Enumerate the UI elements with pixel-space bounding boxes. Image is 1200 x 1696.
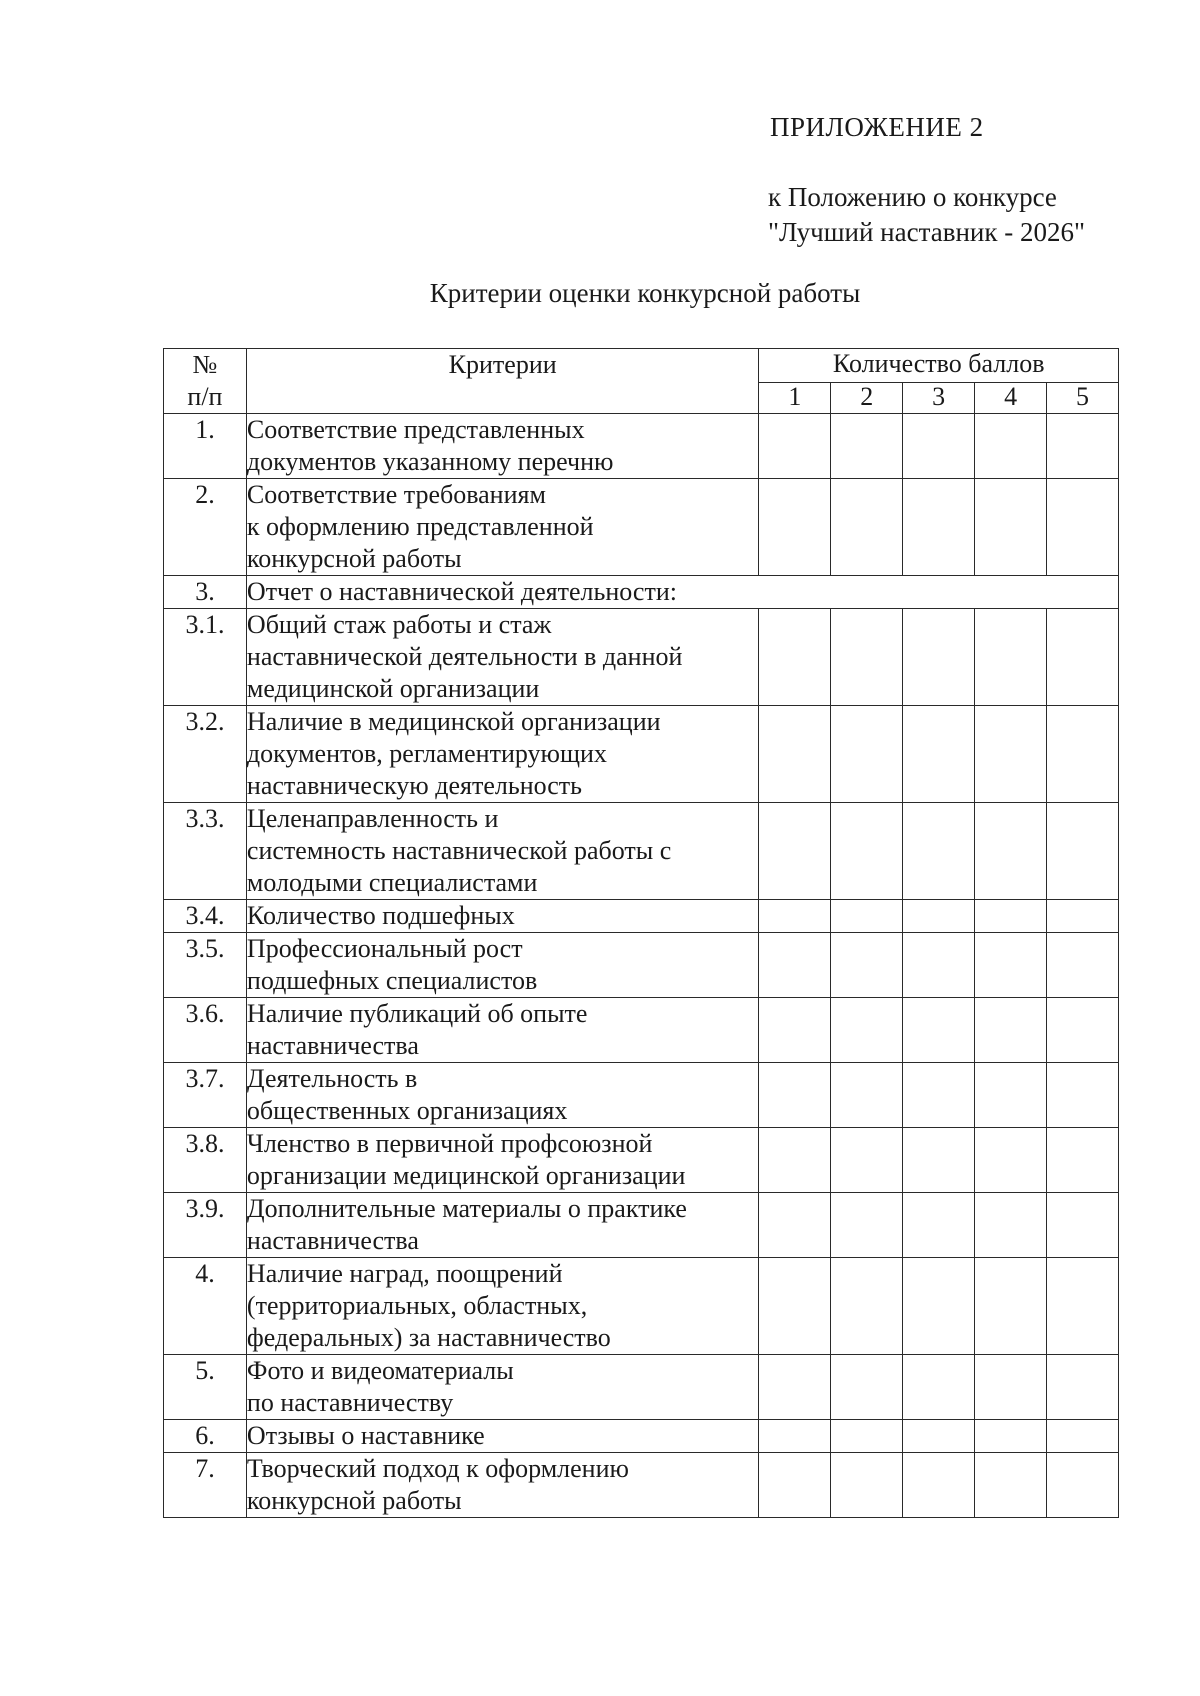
table-row (164, 414, 1119, 479)
row-number: 3.5. (164, 933, 247, 998)
score-cell[interactable] (1047, 1193, 1119, 1258)
score-cell[interactable] (759, 1453, 831, 1518)
table-row (164, 900, 1119, 933)
score-cell[interactable] (975, 1355, 1047, 1420)
score-cell[interactable] (903, 803, 975, 900)
row-number: 3.4. (164, 900, 247, 933)
table-row (164, 576, 1119, 609)
score-cell[interactable] (903, 1258, 975, 1355)
table-row (164, 803, 1119, 900)
score-cell[interactable] (759, 479, 831, 576)
score-cell[interactable] (975, 1258, 1047, 1355)
score-cell[interactable] (1047, 900, 1119, 933)
appendix-ref-line-2: "Лучший наставник - 2026" (768, 217, 1085, 247)
row-criterion: Членство в первичной профсоюзной организации медицинской организации (246, 1128, 758, 1193)
row-number: 3.2. (164, 706, 247, 803)
score-cell[interactable] (831, 706, 903, 803)
row-criterion: Фото и видеоматериалы по наставничеству (246, 1355, 758, 1420)
column-header-score: 5 (1047, 382, 1119, 413)
score-cell[interactable] (1047, 1128, 1119, 1193)
score-cell[interactable] (831, 933, 903, 998)
score-cell[interactable] (903, 1355, 975, 1420)
score-cell[interactable] (831, 414, 903, 479)
score-cell[interactable] (759, 998, 831, 1063)
table-row (164, 1193, 1119, 1258)
score-cell[interactable] (975, 1193, 1047, 1258)
table-row (164, 1453, 1119, 1518)
row-criterion: Количество подшефных (246, 900, 758, 933)
score-cell[interactable] (831, 1420, 903, 1453)
score-cell[interactable] (831, 1063, 903, 1128)
score-cell[interactable] (1047, 609, 1119, 706)
row-criterion: Наличие публикаций об опыте наставничества (246, 998, 758, 1063)
row-number: 3.7. (164, 1063, 247, 1128)
score-cell[interactable] (903, 414, 975, 479)
row-criterion: Соответствие требованиям к оформлению представленной конкурсной работы (246, 479, 758, 576)
row-number: 3.6. (164, 998, 247, 1063)
row-number: 1. (164, 414, 247, 479)
score-cell[interactable] (759, 1355, 831, 1420)
score-cell[interactable] (759, 1193, 831, 1258)
column-header-score: 3 (903, 382, 975, 413)
score-cell[interactable] (1047, 1355, 1119, 1420)
row-number: 3.8. (164, 1128, 247, 1193)
score-cell[interactable] (903, 900, 975, 933)
row-criterion: Наличие наград, поощрений (территориальных, областных, федеральных) за наставничество (246, 1258, 758, 1355)
row-criterion: Отчет о наставнической деятельности: (246, 576, 1118, 609)
score-cell[interactable] (975, 479, 1047, 576)
score-cell[interactable] (903, 1453, 975, 1518)
row-criterion: Творческий подход к оформлению конкурсной работы (246, 1453, 758, 1518)
score-cell[interactable] (903, 479, 975, 576)
row-number: 2. (164, 479, 247, 576)
score-cell[interactable] (759, 706, 831, 803)
score-cell[interactable] (759, 803, 831, 900)
table-row (164, 933, 1119, 998)
table-row (164, 1258, 1119, 1355)
row-number: 3.1. (164, 609, 247, 706)
criteria-table (163, 348, 1119, 1518)
appendix-ref-line-1: к Положению о конкурсе (768, 182, 1057, 212)
row-number: 5. (164, 1355, 247, 1420)
score-cell[interactable] (975, 609, 1047, 706)
score-cell[interactable] (975, 706, 1047, 803)
score-cell[interactable] (975, 933, 1047, 998)
criteria-table-body (164, 414, 1119, 1518)
table-row (164, 609, 1119, 706)
appendix-title: ПРИЛОЖЕНИЕ 2 (770, 112, 984, 142)
row-criterion: Общий стаж работы и стаж наставнической деятельности в данной медицинской организации (246, 609, 758, 706)
score-cell[interactable] (975, 1453, 1047, 1518)
score-cell[interactable] (831, 900, 903, 933)
score-cell[interactable] (903, 1063, 975, 1128)
score-cell[interactable] (1047, 706, 1119, 803)
table-row (164, 998, 1119, 1063)
row-number: 3.9. (164, 1193, 247, 1258)
score-cell[interactable] (975, 414, 1047, 479)
score-cell[interactable] (831, 1128, 903, 1193)
row-criterion: Целенаправленность и системность наставнической работы с молодыми специалистами (246, 803, 758, 900)
score-cell[interactable] (975, 1063, 1047, 1128)
score-cell[interactable] (903, 1420, 975, 1453)
score-cell[interactable] (903, 609, 975, 706)
score-cell[interactable] (831, 479, 903, 576)
row-number: 4. (164, 1258, 247, 1355)
score-cell[interactable] (831, 1355, 903, 1420)
score-cell[interactable] (975, 1420, 1047, 1453)
score-cell[interactable] (831, 1453, 903, 1518)
score-cell[interactable] (759, 609, 831, 706)
score-cell[interactable] (831, 1258, 903, 1355)
score-cell[interactable] (759, 933, 831, 998)
row-number: 3. (164, 576, 247, 609)
score-cell[interactable] (903, 706, 975, 803)
row-criterion: Отзывы о наставнике (246, 1420, 758, 1453)
table-row (164, 1063, 1119, 1128)
score-cell[interactable] (1047, 998, 1119, 1063)
column-header-number (164, 349, 247, 414)
score-cell[interactable] (759, 1128, 831, 1193)
score-cell[interactable] (1047, 479, 1119, 576)
score-cell[interactable] (759, 1420, 831, 1453)
document-heading: Критерии оценки конкурсной работы (429, 278, 861, 308)
table-row (164, 1128, 1119, 1193)
column-header-criteria: Критерии (246, 349, 758, 414)
score-cell[interactable] (975, 900, 1047, 933)
score-cell[interactable] (1047, 933, 1119, 998)
score-cell[interactable] (975, 1128, 1047, 1193)
score-cell[interactable] (759, 1258, 831, 1355)
table-row (164, 479, 1119, 576)
column-header-number-line-1: № (192, 350, 218, 379)
row-criterion: Соответствие представленных документов указанному перечню (246, 414, 758, 479)
column-header-number-line-2: п/п (187, 382, 223, 411)
table-row (164, 1420, 1119, 1453)
score-cell[interactable] (975, 998, 1047, 1063)
score-cell[interactable] (1047, 1420, 1119, 1453)
score-cell[interactable] (1047, 803, 1119, 900)
row-number: 6. (164, 1420, 247, 1453)
score-cell[interactable] (759, 900, 831, 933)
score-cell[interactable] (903, 998, 975, 1063)
column-header-score: 2 (831, 382, 903, 413)
score-cell[interactable] (831, 609, 903, 706)
score-cell[interactable] (975, 803, 1047, 900)
row-criterion: Профессиональный рост подшефных специалистов (246, 933, 758, 998)
column-header-score: 4 (975, 382, 1047, 413)
row-number: 3.3. (164, 803, 247, 900)
row-number: 7. (164, 1453, 247, 1518)
score-cell[interactable] (831, 998, 903, 1063)
score-cell[interactable] (1047, 1453, 1119, 1518)
column-header-score: 1 (759, 382, 831, 413)
row-criterion: Дополнительные материалы о практике наставничества (246, 1193, 758, 1258)
score-cell[interactable] (1047, 414, 1119, 479)
score-cell[interactable] (759, 414, 831, 479)
score-cell[interactable] (759, 1063, 831, 1128)
score-cell[interactable] (903, 1128, 975, 1193)
score-cell[interactable] (831, 1193, 903, 1258)
column-header-score-group: Количество баллов (759, 349, 1119, 383)
score-cell[interactable] (831, 803, 903, 900)
appendix-reference (768, 180, 1085, 250)
score-cell[interactable] (903, 933, 975, 998)
row-criterion: Наличие в медицинской организации документов, регламентирующих наставническую деятельность (246, 706, 758, 803)
score-cell[interactable] (1047, 1258, 1119, 1355)
score-cell[interactable] (1047, 1063, 1119, 1128)
score-cell[interactable] (903, 1193, 975, 1258)
table-row (164, 706, 1119, 803)
table-row (164, 1355, 1119, 1420)
row-criterion: Деятельность в общественных организациях (246, 1063, 758, 1128)
